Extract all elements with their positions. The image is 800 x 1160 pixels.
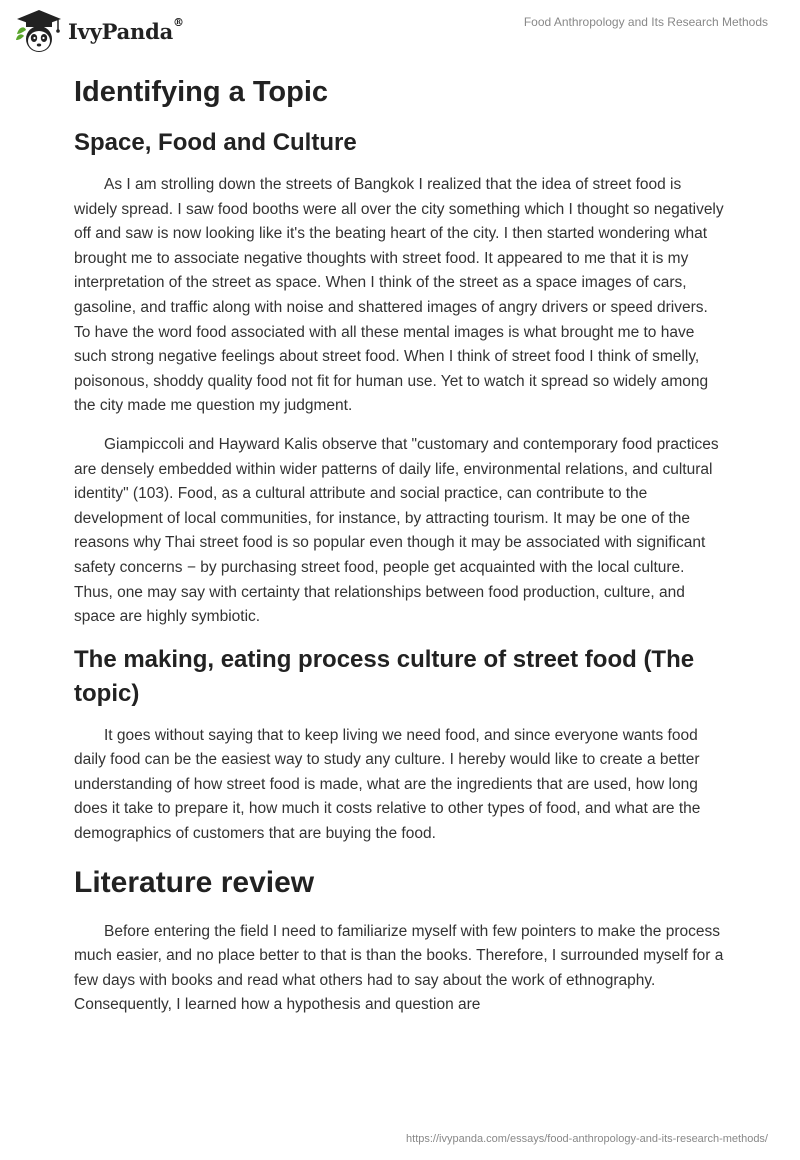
page-header (0, 0, 800, 60)
heading-space-food-culture: Space, Food and Culture (74, 129, 357, 156)
panda-graduate-icon (14, 8, 64, 54)
ivypanda-logo[interactable] (14, 6, 184, 56)
paragraph-2: Giampiccoli and Hayward Kalis observe that "customary and contemporary food practices are densely embedded within wider patterns of daily life, environmental relations, and cultural identity" (103). Food, as a cultural attribute and social practice, can contribute to the development of local communities, for instance, by attracting tourism. It may be one of the reasons why Thai street food is so popular even though it may be associated with significant safety concerns − by purchasing street food, people get acquainted with the local culture. Thus, one may say with certainty that relationships between food production, culture, and space are highly symbiotic. (74, 435, 719, 626)
paragraph-1: As I am strolling down the streets of Bangkok I realized that the idea of street food is widely spread. I saw food booths were all over the city something which I thought so negatively off and saw is now looking like it's the beating heart of the city. I then started wondering what brought me to associate negative thoughts with street food. It appeared to me that it is my interpretation of the street as space. When I think of the street as a space images of cars, gasoline, and traffic along with noise and shattered images of angry drivers or speed drivers. To have the word food associated with all these mental images is what brought me to have such strong negative feelings about street food. When I think of street food I think of smelly, poisonous, shoddy quality food not fit for human use. Yet to watch it spread so widely among the city made me question my judgment. (74, 176, 724, 415)
source-url[interactable]: https://ivypanda.com/essays/food-anthropology-and-its-research-methods/ (406, 1133, 768, 1145)
document-body (74, 70, 726, 1018)
heading-identifying-topic: Identifying a Topic (74, 76, 329, 108)
heading-literature-review: Literature review (74, 865, 315, 899)
document-title: Food Anthropology and Its Research Methods (523, 15, 768, 29)
heading-making-eating-process: The making, eating process culture of street food (The topic) (74, 645, 695, 707)
paragraph-3: It goes without saying that to keep living we need food, and since everyone wants food daily food can be the easiest way to study any culture. I hereby would like to create a better understanding of how street food is made, what are the ingredients that are used, how long does it take to prepare it, how much it costs relative to other types of food, and what are the demographics of customers that are buying the food. (74, 726, 701, 843)
paragraph-4: Before entering the field I need to familiarize myself with few pointers to make the process much easier, and no place better to that is than the books. Therefore, I surrounded myself for a few days with books and read what others had to say about the work of ethnography. Consequently, I learned how a hypothesis and question are (74, 922, 724, 1014)
brand-name: IvyPanda® (68, 15, 184, 44)
